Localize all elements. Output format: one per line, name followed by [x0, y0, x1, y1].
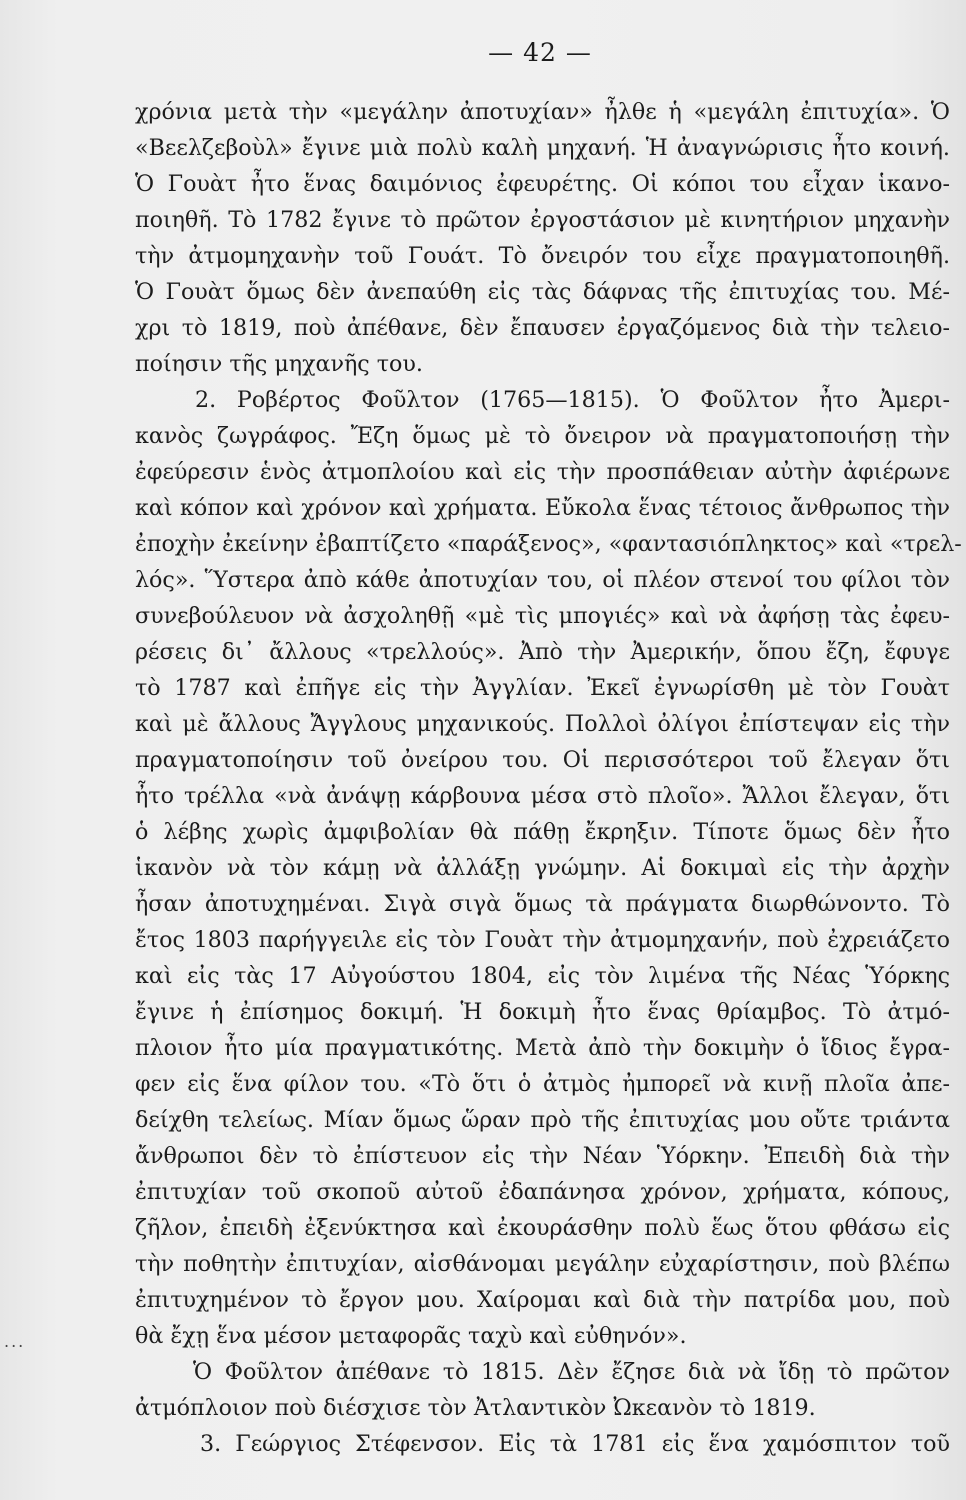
text-line: λός». Ὕστερα ἀπὸ κάθε ἀποτυχίαν του, οἱ πλέον στενοί του φίλοι τὸν	[135, 567, 950, 593]
text-line: ἄνθρωποι δὲν τὸ ἐπίστευον εἰς τὴν Νέαν Ὑόρκην. Ἐπειδὴ διὰ τὴν	[135, 1143, 950, 1169]
text-line: ἀτμόπλοιον ποὺ διέσχισε τὸν Ἀτλαντικὸν Ὠκεανὸν τὸ 1819.	[135, 1395, 816, 1421]
text-line: ποίησιν τῆς μηχανῆς του.	[135, 351, 423, 377]
text-line: ἦσαν ἀποτυχημέναι. Σιγὰ σιγὰ ὅμως τὰ πράγματα διωρθώνοντο. Τὸ	[135, 891, 950, 917]
section-heading-line: 2. Ροβέρτος Φοῦλτον (1765—1815). Ὁ Φοῦλτον ἦτο Ἀμερι-	[195, 387, 950, 413]
text-line: τὴν ποθητὴν ἐπιτυχίαν, αἰσθάνομαι μεγάλην εὐχαρίστησιν, ποὺ βλέπω	[135, 1251, 950, 1277]
text-line: καὶ μὲ ἄλλους Ἄγγλους μηχανικούς. Πολλοὶ ὀλίγοι ἐπίστεψαν εἰς τὴν	[135, 711, 950, 737]
text-line: ὁ λέβης χωρὶς ἀμφιβολίαν θὰ πάθῃ ἔκρηξιν. Τίποτε ὅμως δὲν ἦτο	[135, 819, 950, 845]
text-line: Ὁ Γουὰτ ἦτο ἕνας δαιμόνιος ἐφευρέτης. Οἱ κόποι του εἶχαν ἱκανο-	[135, 171, 950, 197]
text-line: ἐποχὴν ἐκείνην ἐβαπτίζετο «παράξενος», «φαντασιόπληκτος» καὶ «τρελ-	[135, 531, 962, 557]
text-line: ρέσεις δι᾽ ἄλλους «τρελλούς». Ἀπὸ τὴν Ἀμερικήν, ὅπου ἔζη, ἔφυγε	[135, 639, 950, 665]
text-line: ἔγινε ἡ ἐπίσημος δοκιμή. Ἡ δοκιμὴ ἦτο ἕνας θρίαμβος. Τὸ ἀτμό-	[135, 999, 950, 1025]
text-line: ἱκανὸν νὰ τὸν κάμῃ νὰ ἀλλάξῃ γνώμην. Αἱ δοκιμαὶ εἰς τὴν ἀρχὴν	[135, 855, 950, 881]
text-line: θὰ ἔχῃ ἕνα μέσον μεταφορᾶς ταχὺ καὶ εὐθηνόν».	[135, 1323, 687, 1349]
text-line: Ὁ Γουὰτ ὅμως δὲν ἀνεπαύθη εἰς τὰς δάφνας τῆς ἐπιτυχίας του. Μέ-	[135, 279, 950, 305]
text-line: ποιηθῆ. Τὸ 1782 ἔγινε τὸ πρῶτον ἐργοστάσιον μὲ κινητήριον μηχανὴν	[135, 207, 950, 233]
text-line: ἐφεύρεσιν ἑνὸς ἀτμοπλοίου καὶ εἰς τὴν προσπάθειαν αὐτὴν ἀφιέρωνε	[135, 459, 950, 485]
text-line: δείχθη τελείως. Μίαν ὅμως ὥραν πρὸ τῆς ἐπιτυχίας μου οὔτε τριάντα	[135, 1107, 950, 1133]
text-line: χρόνια μετὰ τὴν «μεγάλην ἀποτυχίαν» ἦλθε ἡ «μεγάλη ἐπιτυχία». Ὁ	[135, 99, 950, 125]
text-line: ἦτο τρέλλα «νὰ ἀνάψῃ κάρβουνα μέσα στὸ πλοῖο». Ἄλλοι ἔλεγαν, ὅτι	[135, 783, 950, 809]
page-number: — 42 —	[488, 38, 592, 67]
text-line: πλοιον ἦτο μία πραγματικότης. Μετὰ ἀπὸ τὴν δοκιμὴν ὁ ἴδιος ἔγρα-	[135, 1035, 950, 1061]
text-line: Ὁ Φοῦλτον ἀπέθανε τὸ 1815. Δὲν ἔζησε διὰ νὰ ἴδῃ τὸ πρῶτον	[193, 1359, 950, 1385]
text-line: φεν εἰς ἕνα φίλον του. «Τὸ ὅτι ὁ ἀτμὸς ἠμπορεῖ νὰ κινῇ πλοῖα ἀπε-	[135, 1071, 950, 1097]
text-line: «Βεελζεβοὺλ» ἔγινε μιὰ πολὺ καλὴ μηχανή. Ἡ ἀναγνώρισις ἦτο κοινή.	[135, 135, 950, 161]
text-line: πραγματοποίησιν τοῦ ὀνείρου του. Οἱ περισσότεροι τοῦ ἔλεγαν ὅτι	[135, 747, 950, 773]
text-line: καὶ εἰς τὰς 17 Αὐγούστου 1804, εἰς τὸν λιμένα τῆς Νέας Ὑόρκης	[135, 963, 950, 989]
section-heading-line: 3. Γεώργιος Στέφενσον. Εἰς τὰ 1781 εἰς ἕνα χαμόσπιτον τοῦ	[200, 1431, 950, 1457]
text-line: καὶ κόπον καὶ χρόνον καὶ χρήματα. Εὔκολα ἕνας τέτοιος ἄνθρωπος τὴν	[135, 495, 950, 521]
text-line: ἐπιτυχίαν τοῦ σκοποῦ αὐτοῦ ἐδαπάνησα χρόνον, χρήματα, κόπους,	[135, 1179, 950, 1205]
text-line: χρι τὸ 1819, ποὺ ἀπέθανε, δὲν ἔπαυσεν ἐργαζόμενος διὰ τὴν τελειο-	[135, 315, 950, 341]
text-line: τὸ 1787 καὶ ἐπῆγε εἰς τὴν Ἀγγλίαν. Ἐκεῖ ἐγνωρίσθη μὲ τὸν Γουὰτ	[135, 675, 950, 701]
text-line: ζῆλον, ἐπειδὴ ἐξενύκτησα καὶ ἐκουράσθην πολὺ ἕως ὅτου φθάσω εἰς	[135, 1215, 950, 1241]
text-line: συνεβούλευον νὰ ἀσχοληθῇ «μὲ τὶς μπογιές» καὶ νὰ ἀφήσῃ τὰς ἐφευ-	[135, 603, 950, 629]
text-line: ἔτος 1803 παρήγγειλε εἰς τὸν Γουὰτ τὴν ἀτμομηχανήν, ποὺ ἐχρειάζετο	[135, 927, 950, 953]
text-line: τὴν ἀτμομηχανὴν τοῦ Γουάτ. Τὸ ὄνειρόν του εἶχε πραγματοποιηθῆ.	[135, 243, 950, 269]
text-line: ἐπιτυχημένον τὸ ἔργον μου. Χαίρομαι καὶ διὰ τὴν πατρίδα μου, ποὺ	[135, 1287, 950, 1313]
margin-marks: ...	[4, 1332, 26, 1351]
text-line: κανὸς ζωγράφος. Ἔζη ὅμως μὲ τὸ ὄνειρον νὰ πραγματοποιήσῃ τὴν	[135, 423, 950, 449]
